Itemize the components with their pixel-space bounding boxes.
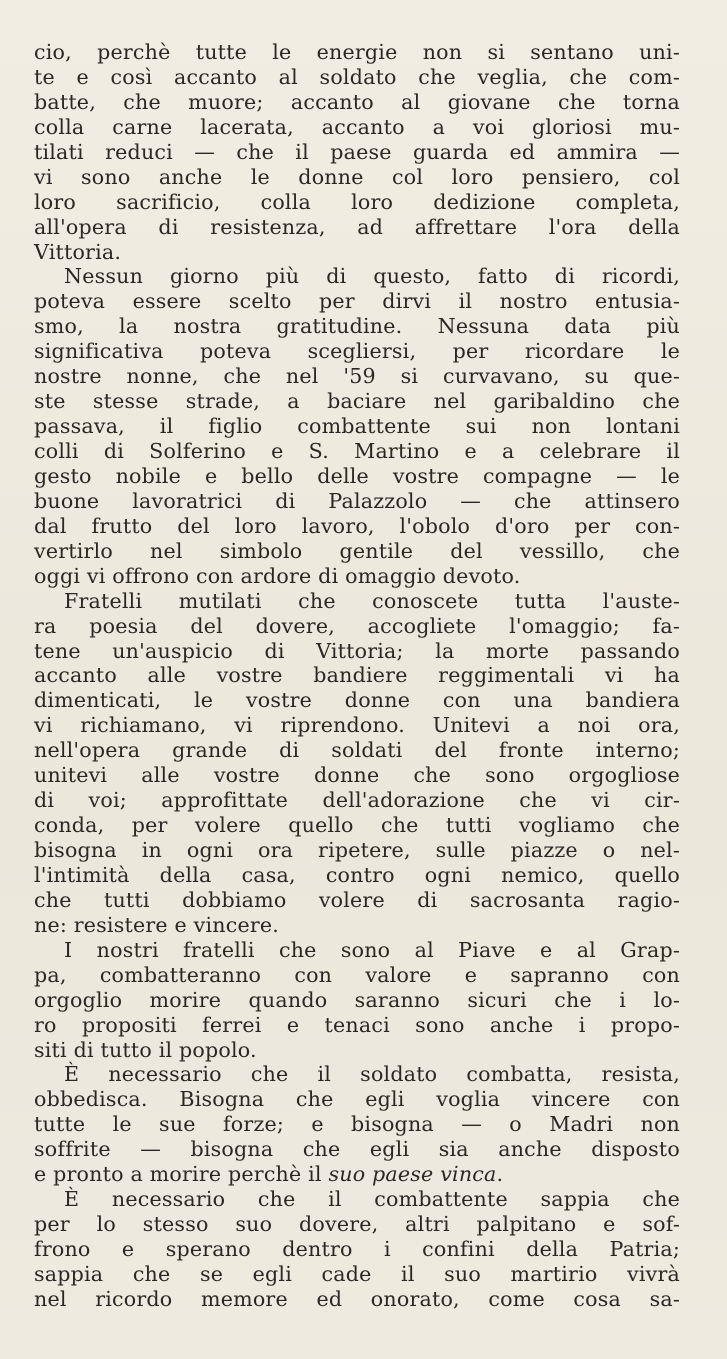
text-line: bisogna in ogni ora ripetere, sulle piazze o nel- — [34, 838, 680, 862]
text-line: tutte le sue forze; e bisogna — o Madri non — [34, 1112, 680, 1137]
text-line: sappia che se egli cade il suo martirio vivrà — [34, 1261, 680, 1286]
text-line: per lo stesso suo dovere, altri palpitano e sof- — [34, 1212, 680, 1237]
text-line: unitevi alle vostre donne che sono orgogliose — [34, 763, 680, 788]
text-line: poteva essere scelto per dirvi il nostro entusia- — [34, 289, 680, 314]
text-line: ro propositi ferrei e tenaci sono anche i propo- — [34, 1012, 680, 1037]
text-line: loro sacrificio, colla loro dedizione completa, — [34, 189, 680, 214]
text-line: dimenticati, le vostre donne con una bandiera — [34, 688, 680, 713]
text-line: smo, la nostra gratitudine. Nessuna data più — [34, 314, 680, 339]
text-line: di voi; approfittate dell'adorazione che vi cir- — [34, 788, 680, 813]
text-line: colli di Solferino e S. Martino e a celebrare il — [34, 439, 680, 463]
text-line: ra poesia del dovere, accogliete l'omaggio; fa- — [34, 613, 680, 638]
paragraph-first-line: I nostri fratelli che sono al Piave e al Grap- — [64, 937, 680, 962]
text-line: colla carne lacerata, accanto a voi gloriosi mu- — [34, 114, 680, 139]
text-line: vi sono anche le donne col loro pensiero, col — [34, 164, 680, 189]
text-line: all'opera di resistenza, ad affrettare l'ora della — [34, 214, 680, 239]
text-line: tilati reduci — che il paese guarda ed ammira — — [34, 139, 680, 164]
text-line: siti di tutto il popolo. — [34, 1037, 257, 1062]
italic-phrase: suo paese vinca — [328, 1162, 497, 1187]
paragraph-first-line: Fratelli mutilati che conoscete tutta l'auste- — [64, 588, 680, 613]
text-line: tene un'auspicio di Vittoria; la morte passando — [34, 638, 680, 663]
paragraph-first-line: È necessario che il soldato combatta, resista, — [64, 1062, 680, 1087]
text-line: vertirlo nel simbolo gentile del vessillo, che — [34, 538, 680, 563]
text-line: passava, il figlio combattente sui non lontani — [34, 414, 680, 439]
paragraph-first-line: Nessun giorno più di questo, fatto di ricordi, — [64, 264, 680, 289]
text-line: buone lavoratrici di Palazzolo — che attinsero — [34, 488, 680, 513]
paragraph-first-line: È necessario che il combattente sappia che — [64, 1187, 680, 1212]
text-line: obbedisca. Bisogna che egli voglia vincere con — [34, 1087, 680, 1112]
text-line: ste stesse strade, a baciare nel garibaldino che — [34, 389, 680, 414]
text-line: te e così accanto al soldato che veglia, che com- — [34, 64, 680, 89]
text-line: batte, che muore; accanto al giovane che torna — [34, 89, 680, 114]
text-line: significativa poteva scegliersi, per ricordare le — [34, 339, 680, 364]
body-text — [34, 40, 680, 1312]
text-line: soffrite — bisogna che egli sia anche disposto — [34, 1137, 680, 1162]
line-text: e pronto a morire perchè il — [34, 1162, 329, 1187]
text-line: orgoglio morire quando saranno sicuri che i lo- — [34, 987, 680, 1012]
text-line: nostre nonne, che nel '59 si curvavano, su que- — [34, 364, 680, 389]
text-line: vi richiamano, vi riprendono. Unitevi a noi ora, — [34, 713, 680, 738]
text-line: che tutti dobbiamo volere di sacrosanta ragio- — [34, 887, 680, 912]
text-line: conda, per volere quello che tutti vogliamo che — [34, 813, 680, 838]
line-text-end: . — [496, 1162, 504, 1187]
text-line: nell'opera grande di soldati del fronte interno; — [34, 738, 680, 763]
text-line: dal frutto del loro lavoro, l'obolo d'oro per con- — [34, 513, 680, 538]
text-line: Vittoria. — [34, 239, 122, 264]
text-line: accanto alle vostre bandiere reggimentali vi ha — [34, 663, 680, 688]
text-line: l'intimità della casa, contro ogni nemico, quello — [34, 862, 680, 887]
text-line: pa, combatteranno con valore e sapranno con — [34, 962, 680, 987]
text-line: gesto nobile e bello delle vostre compagne — le — [34, 463, 680, 488]
text-line: ne: resistere e vincere. — [34, 912, 280, 937]
text-line: cio, perchè tutte le energie non si sentano uni- — [34, 40, 680, 64]
text-line: oggi vi offrono con ardore di omaggio devoto. — [34, 563, 521, 588]
text-line: nel ricordo memore ed onorato, come cosa sa- — [34, 1286, 680, 1311]
text-line-with-italic — [34, 1162, 680, 1187]
text-line: frono e sperano dentro i confini della Patria; — [34, 1237, 680, 1261]
